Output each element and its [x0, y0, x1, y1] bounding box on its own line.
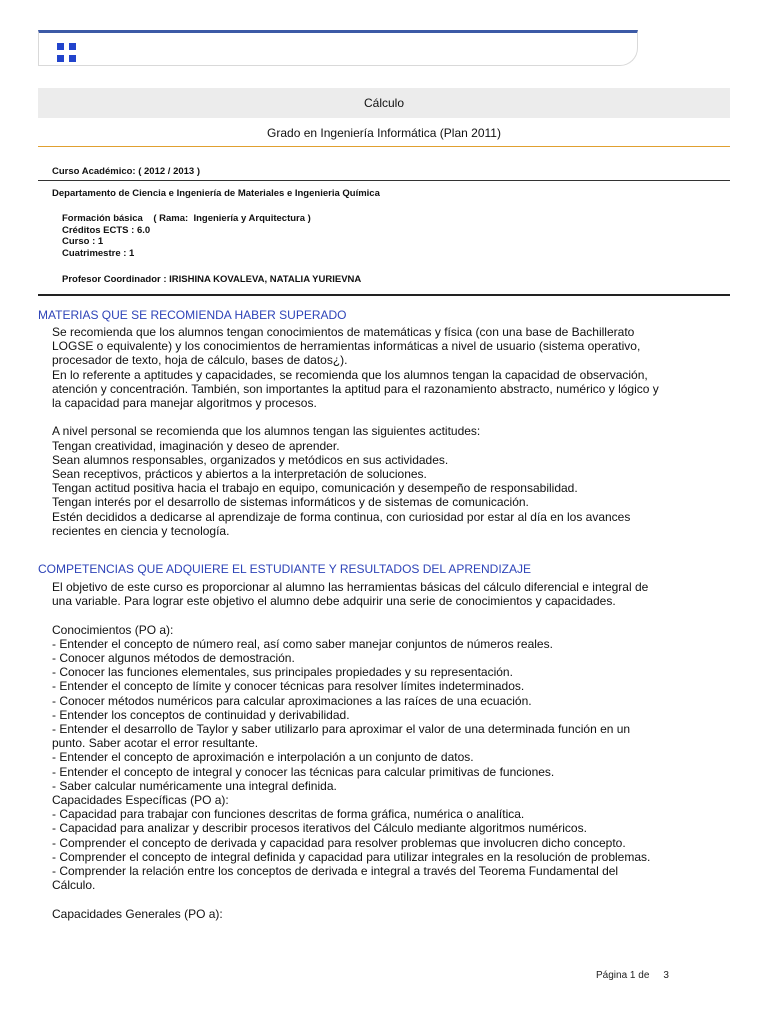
- text-line: punto. Saber acotar el error resultante.: [52, 736, 259, 751]
- text-line: A nivel personal se recomienda que los alumnos tengan las siguientes actitudes:: [52, 424, 481, 439]
- text-line: - Saber calcular numéricamente una integral definida.: [52, 778, 337, 793]
- page-footer: [596, 970, 683, 981]
- degree-title: Grado en Ingeniería Informática (Plan 2011): [38, 120, 730, 147]
- text-line: - Entender el concepto de integral y conocer las técnicas para calcular primitivas de funciones.: [52, 764, 555, 779]
- text-line: - Capacidad para analizar y describir procesos iterativos del Cálculo mediante algoritmos numéricos.: [52, 821, 587, 836]
- text-line: - Comprender el concepto de integral definida y capacidad para utilizar integrales en la resolución de problemas.: [52, 849, 651, 864]
- text-line: procesador de texto, hoja de cálculo, bases de datos¿).: [52, 353, 348, 368]
- text-line: recientes en ciencia y tecnología.: [52, 523, 230, 538]
- text-line: - Conocer algunos métodos de demostración.: [52, 651, 295, 666]
- text-line: - Entender el desarrollo de Taylor y saber utilizarlo para aproximar el valor de una determinada función en un: [52, 722, 631, 737]
- text-line: Tengan creatividad, imaginación y deseo de aprender.: [52, 438, 340, 453]
- text-line: - Comprender la relación entre los conceptos de derivada e integral a través del Teorema Fundamental del: [52, 864, 619, 879]
- text-line: [52, 410, 720, 424]
- semester: Cuatrimestre : 1: [62, 248, 135, 259]
- text-line: [52, 608, 720, 622]
- course-title: Cálculo: [38, 88, 730, 118]
- divider: [38, 180, 730, 181]
- page-label: Página 1 de: [596, 970, 650, 981]
- text-line: Tengan actitud positiva hacia el trabajo en equipo, comunicación y desempeño de responsabilidad.: [52, 481, 578, 496]
- text-line: Capacidades Generales (PO a):: [52, 906, 223, 921]
- text-line: la capacidad para manejar algoritmos y procesos.: [52, 396, 317, 411]
- text-line: - Conocer las funciones elementales, sus principales propiedades y su representación.: [52, 665, 513, 680]
- section-title-prerequisites: MATERIAS QUE SE RECOMIENDA HABER SUPERADO: [38, 308, 347, 322]
- course-year: Curso : 1: [62, 236, 104, 247]
- text-line: - Entender el concepto de límite y conocer técnicas para resolver límites indeterminados.: [52, 679, 525, 694]
- text-line: Tengan interés por el desarrollo de sistemas informáticos y de sistemas de comunicación.: [52, 495, 529, 510]
- text-line: - Entender el concepto de número real, así como saber manejar conjuntos de números reales.: [52, 636, 553, 651]
- header-bar: [38, 30, 638, 66]
- divider: [38, 294, 730, 296]
- section-body-prerequisites: [52, 325, 720, 538]
- text-line: - Conocer métodos numéricos para calcular aproximaciones a las raíces de una ecuación.: [52, 693, 532, 708]
- text-line: - Entender el concepto de aproximación e interpolación a un conjunto de datos.: [52, 750, 474, 765]
- text-line: atención y concentración. También, son importantes la aptitud para el razonamiento abstracto, numérico y lógico y: [52, 381, 659, 396]
- text-line: En lo referente a aptitudes y capacidades, se recomienda que los alumnos tengan la capacidad de observación,: [52, 367, 648, 382]
- text-line: una variable. Para lograr este objetivo el alumno debe adquirir una serie de conocimientos y capacidades.: [52, 594, 616, 609]
- text-line: Estén decididos a dedicarse al aprendizaje de forma continua, con curiosidad por estar al día en los avances: [52, 509, 631, 524]
- text-line: - Comprender el concepto de derivada y capacidad para resolver problemas que involucren dicho concepto.: [52, 835, 626, 850]
- department: Departamento de Ciencia e Ingeniería de Materiales e Ingenieria Química: [52, 188, 380, 199]
- coordinator: Profesor Coordinador : IRISHINA KOVALEVA, NATALIA YURIEVNA: [62, 274, 362, 285]
- text-line: Cálculo.: [52, 878, 96, 893]
- page-total: 3: [663, 970, 669, 981]
- section-body-competences: [52, 580, 720, 921]
- text-line: Capacidades Específicas (PO a):: [52, 793, 229, 808]
- text-line: Conocimientos (PO a):: [52, 622, 174, 637]
- credits: Créditos ECTS : 6.0: [62, 225, 151, 236]
- academic-year: Curso Académico: ( 2012 / 2013 ): [52, 166, 201, 177]
- text-line: Sean receptivos, prácticos y abiertos a la interpretación de soluciones.: [52, 467, 427, 482]
- formation: Formación básica ( Rama: Ingeniería y Arquitectura ): [62, 213, 311, 224]
- text-line: LOGSE o equivalente) y los conocimientos de herramientas informáticas a nivel de usuario (sistema operativo,: [52, 339, 641, 354]
- section-title-competences: COMPETENCIAS QUE ADQUIERE EL ESTUDIANTE Y RESULTADOS DEL APRENDIZAJE: [38, 562, 532, 576]
- text-line: Se recomienda que los alumnos tengan conocimientos de matemáticas y física (con una base de Bachillerato: [52, 325, 635, 339]
- text-line: El objetivo de este curso es proporcionar al alumno las herramientas básicas del cálculo diferencial e integral de: [52, 580, 649, 594]
- text-line: - Capacidad para trabajar con funciones descritas de forma gráfica, numérica o analítica.: [52, 807, 525, 822]
- text-line: [52, 892, 720, 906]
- logo-grid-icon: [57, 43, 77, 63]
- text-line: Sean alumnos responsables, organizados y metódicos en sus actividades.: [52, 452, 449, 467]
- text-line: - Entender los conceptos de continuidad y derivabilidad.: [52, 707, 350, 722]
